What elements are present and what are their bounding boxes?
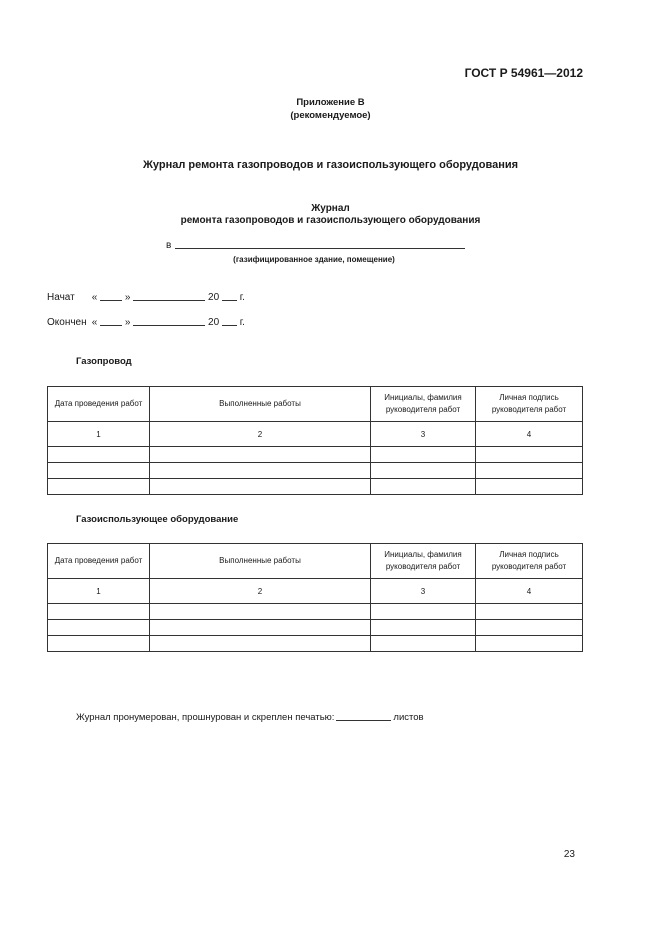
journal-subtitle: ремонта газопроводов и газоиспользующего оборудования <box>180 215 481 226</box>
column-header: Дата проведения работ <box>48 387 150 422</box>
column-header: Инициалы, фамилия руководителя работ <box>371 387 476 422</box>
appendix-title: Приложение В <box>296 97 365 108</box>
table-header-row <box>48 387 583 422</box>
sheet-count-field[interactable] <box>336 720 391 721</box>
table-header-row <box>48 544 583 579</box>
column-header: Личная подпись руководителя работ <box>476 544 583 579</box>
page-title: Журнал ремонта газопроводов и газоиспользующего оборудования <box>142 159 519 171</box>
section-title-equipment: Газоиспользующее оборудование <box>76 514 239 525</box>
table-row <box>48 636 583 652</box>
column-number: 4 <box>476 422 583 447</box>
end-month-field[interactable] <box>133 325 205 326</box>
column-header: Личная подпись руководителя работ <box>476 387 583 422</box>
column-header: Инициалы, фамилия руководителя работ <box>371 544 476 579</box>
section-title-pipeline: Газопровод <box>76 356 132 367</box>
appendix-subtitle: (рекомендуемое) <box>290 110 371 121</box>
journal-title: Журнал <box>311 203 350 214</box>
document-code: ГОСТ Р 54961—2012 <box>464 66 583 80</box>
table-row <box>48 447 583 463</box>
end-date-line: Окончен « » 20 г. <box>47 317 245 328</box>
start-month-field[interactable] <box>133 300 205 301</box>
end-day-field[interactable] <box>100 325 122 326</box>
table-row <box>48 463 583 479</box>
end-year-field[interactable] <box>222 325 237 326</box>
start-date-line: Начат « » 20 г. <box>47 292 245 303</box>
column-number-row <box>48 422 583 447</box>
location-note: (газифицированное здание, помещение) <box>233 255 395 264</box>
column-number-row <box>48 579 583 604</box>
column-number: 3 <box>371 579 476 604</box>
table-row <box>48 604 583 620</box>
footer-note: Журнал пронумерован, прошнурован и скреплен печатью: листов <box>76 712 424 723</box>
start-day-field[interactable] <box>100 300 122 301</box>
column-number: 1 <box>48 422 150 447</box>
location-field[interactable] <box>175 248 465 249</box>
column-header: Выполненные работы <box>150 387 371 422</box>
column-header: Дата проведения работ <box>48 544 150 579</box>
column-number: 1 <box>48 579 150 604</box>
page-number: 23 <box>563 849 575 860</box>
column-number: 2 <box>150 422 371 447</box>
pipeline-table <box>47 386 583 495</box>
column-number: 2 <box>150 579 371 604</box>
location-line <box>166 240 465 251</box>
start-date-label: Начат <box>47 292 75 303</box>
equipment-table <box>47 543 583 652</box>
column-header: Выполненные работы <box>150 544 371 579</box>
end-date-label: Окончен <box>47 317 87 328</box>
column-number: 4 <box>476 579 583 604</box>
table-row <box>48 479 583 495</box>
start-year-field[interactable] <box>222 300 237 301</box>
location-label: в <box>166 240 172 251</box>
table-row <box>48 620 583 636</box>
column-number: 3 <box>371 422 476 447</box>
